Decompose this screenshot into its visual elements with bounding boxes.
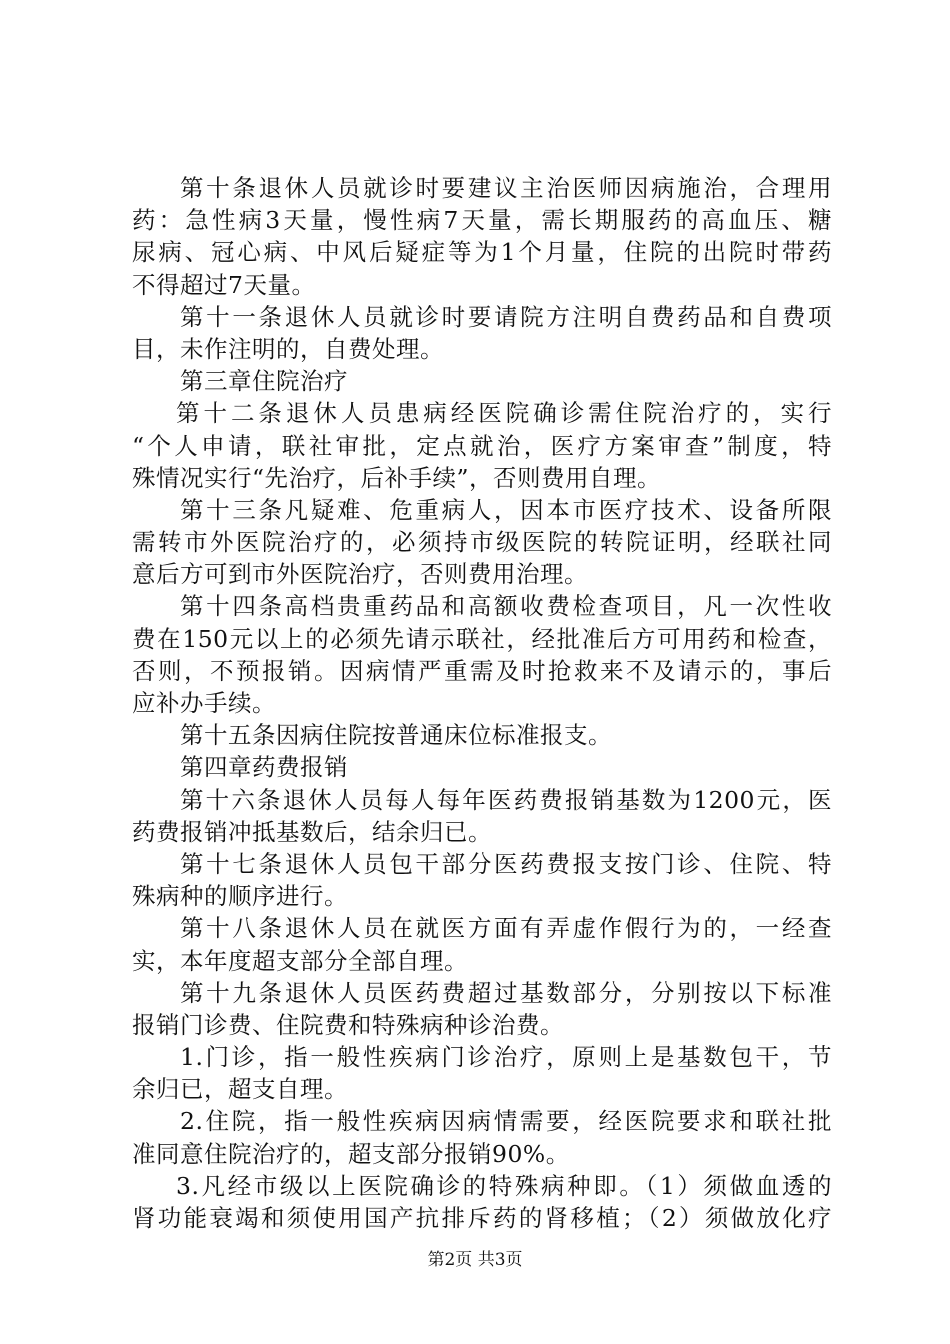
- text-line: 殊病种的顺序进行。: [132, 882, 348, 911]
- text-line: 药费报销冲抵基数后，结余归已。: [132, 817, 492, 846]
- text-line: 第十二条退休人员患病经医院确诊需住院治疗的，实行: [176, 399, 832, 428]
- text-line: 否则，不预报销。因病情严重需及时抢救来不及请示的，事后: [132, 656, 832, 685]
- text-line: “个人申请，联社审批，定点就治，医疗方案审查”制度，特: [132, 431, 832, 460]
- text-line: 报销门诊费、住院费和特殊病种诊治费。: [132, 1010, 564, 1039]
- text-line: 余归已，超支自理。: [132, 1075, 348, 1104]
- page-footer: 第2页 共3页: [427, 1250, 523, 1270]
- text-line: 尿病、冠心病、中风后疑症等为1个月量，住院的出院时带药: [132, 238, 832, 267]
- text-line: 肾功能衰竭和须使用国产抗排斥药的肾移植；（2）须做放化疗: [132, 1204, 832, 1232]
- document-body: [132, 172, 832, 1234]
- text-line: 费在150元以上的必须先请示联社，经批准后方可用药和检查，: [132, 624, 832, 653]
- text-line: 第十五条因病住院按普通床位标准报支。: [180, 721, 612, 750]
- text-line: 不得超过7天量。: [132, 270, 316, 299]
- text-line: 实，本年度超支部分全部自理。: [132, 946, 468, 975]
- text-line: 第十七条退休人员包干部分医药费报支按门诊、住院、特: [180, 849, 832, 878]
- text-line: 殊情况实行“先治疗，后补手续”，否则费用自理。: [132, 463, 662, 492]
- text-line: 第十九条退休人员医药费超过基数部分，分别按以下标准: [180, 978, 832, 1007]
- text-line: 第十条退休人员就诊时要建议主治医师因病施治，合理用: [180, 174, 832, 202]
- text-line: 应补办手续。: [132, 689, 276, 717]
- text-line: 第四章药费报销: [180, 753, 348, 782]
- text-line: 第十六条退休人员每人每年医药费报销基数为1200元，医: [180, 785, 832, 814]
- text-line: 2.住院，指一般性疾病因病情需要，经医院要求和联社批: [180, 1107, 832, 1136]
- text-line: 第十八条退休人员在就医方面有弄虚作假行为的，一经查: [180, 914, 832, 943]
- text-line: 第三章住院治疗: [180, 367, 348, 396]
- text-line: 需转市外医院治疗的，必须持市级医院的转院证明，经联社同: [132, 528, 832, 557]
- text-line: 第十四条高档贵重药品和高额收费检查项目，凡一次性收: [180, 592, 832, 621]
- text-line: 第十一条退休人员就诊时要请院方注明自费药品和自费项: [180, 302, 832, 331]
- text-line: 准同意住院治疗的，超支部分报销90%。: [132, 1139, 570, 1168]
- text-line: 第十三条凡疑难、危重病人，因本市医疗技术、设备所限: [180, 495, 832, 524]
- text-line: 1.门诊，指一般性疾病门诊治疗，原则上是基数包干，节: [180, 1043, 832, 1072]
- text-line: 目，未作注明的，自费处理。: [132, 334, 444, 363]
- text-line: 3.凡经市级以上医院确诊的特殊病种即。（1）须做血透的: [176, 1171, 832, 1200]
- text-line: 药：急性病3天量，慢性病7天量，需长期服药的高血压、糖: [132, 206, 832, 235]
- text-line: 意后方可到市外医院治疗，否则费用治理。: [132, 560, 588, 589]
